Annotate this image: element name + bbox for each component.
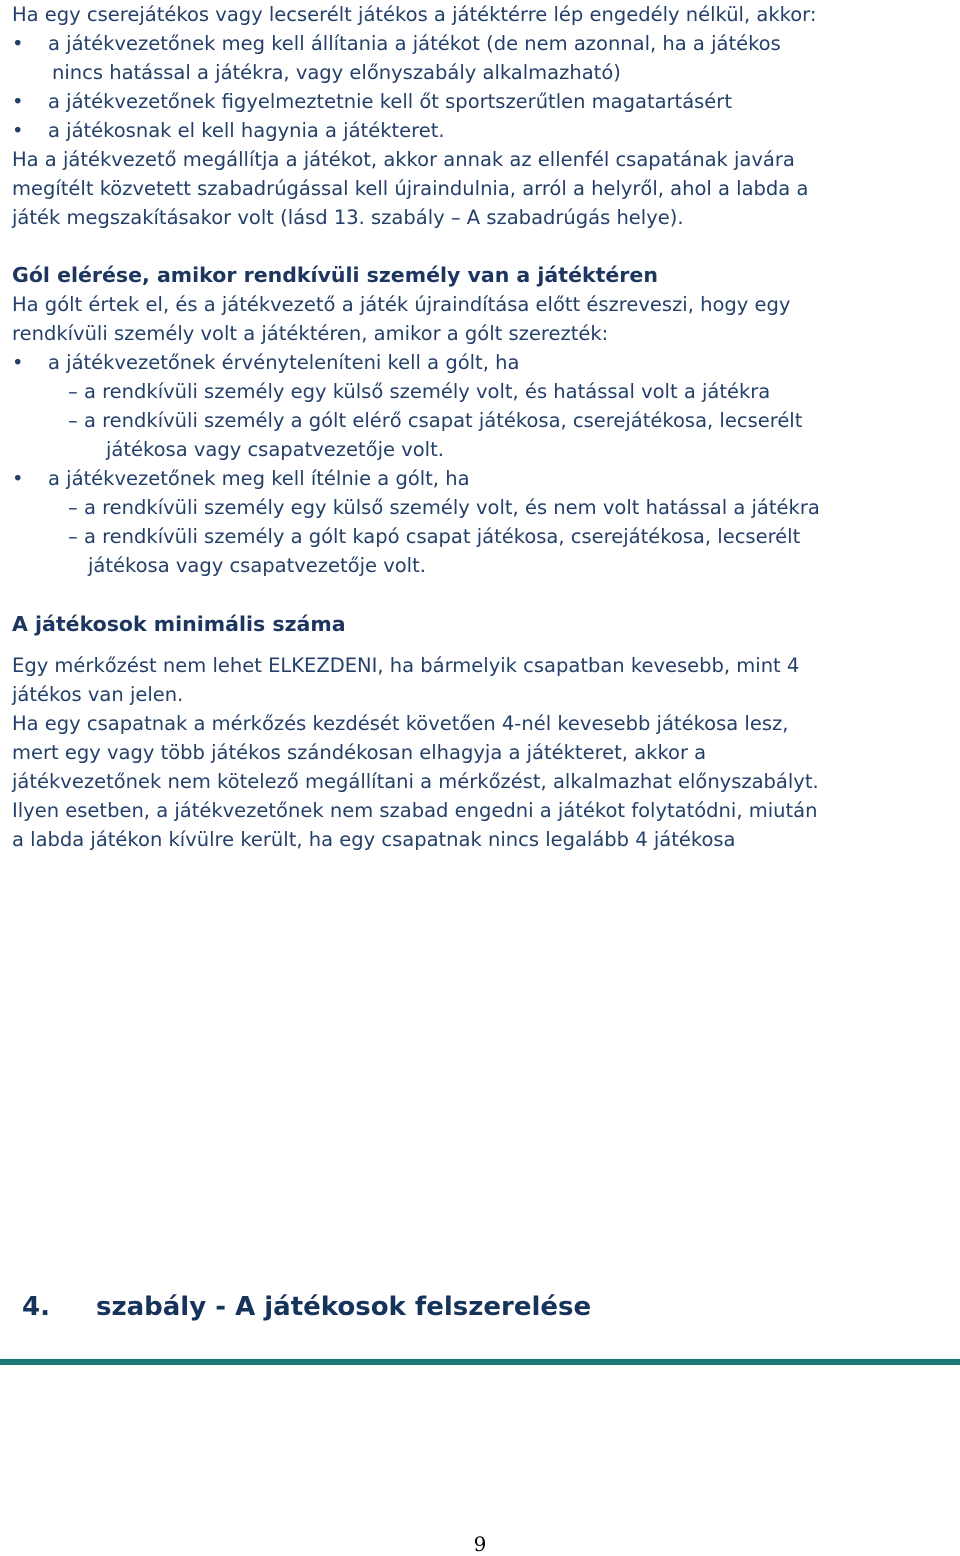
minimum-paragraph-line: játékos van jelen. — [12, 683, 184, 706]
minimum-paragraph-line: a labda játékon kívülre került, ha egy csapatnak nincs legalább 4 játékosa — [12, 828, 736, 851]
intro-paragraph-line: játék megszakításakor volt (lásd 13. szabály – A szabadrúgás helye). — [12, 206, 684, 229]
bullet-glyph: • — [12, 90, 24, 113]
goal-bullet-1-sub-2-cont: játékosa vagy csapatvezetője volt. — [106, 438, 444, 461]
minimum-paragraph-line: Ha egy csapatnak a mérkőzés kezdését követően 4-nél kevesebb játékosa lesz, — [12, 712, 789, 735]
rule-number: 4. — [22, 1292, 50, 1322]
goal-bullet-1-sub-2: – a rendkívüli személy a gólt elérő csapat játékosa, cserejátékosa, lecserélt — [68, 409, 803, 432]
rule-divider — [0, 1359, 960, 1365]
goal-bullet-2-sub-2: – a rendkívüli személy a gólt kapó csapat játékosa, cserejátékosa, lecserélt — [68, 525, 801, 548]
intro-bullet-1: a játékvezetőnek meg kell állítania a játékot (de nem azonnal, ha a játékos — [48, 32, 781, 55]
intro-bullet-3: a játékosnak el kell hagynia a játékteret. — [48, 119, 445, 142]
minimum-paragraph-line: Ilyen esetben, a játékvezetőnek nem szabad engedni a játékot folytatódni, miután — [12, 799, 818, 822]
intro-paragraph-line: Ha a játékvezető megállítja a játékot, akkor annak az ellenfél csapatának javára — [12, 148, 795, 171]
goal-bullet-1-sub-1: – a rendkívüli személy egy külső személy volt, és hatással volt a játékra — [68, 380, 771, 403]
goal-paragraph-line: Ha gólt értek el, és a játékvezető a játék újraindítása előtt észreveszi, hogy egy — [12, 293, 791, 316]
minimum-paragraph-line: mert egy vagy több játékos szándékosan elhagyja a játékteret, akkor a — [12, 741, 707, 764]
intro-paragraph-line: megítélt közvetett szabadrúgással kell újraindulnia, arról a helyről, ahol a labda a — [12, 177, 809, 200]
goal-bullet-2-sub-1: – a rendkívüli személy egy külső személy volt, és nem volt hatással a játékra — [68, 496, 820, 519]
page-number: 9 — [473, 1532, 487, 1556]
bullet-glyph: • — [12, 32, 24, 55]
intro-bullet-2: a játékvezetőnek figyelmeztetnie kell őt sportszerűtlen magatartásért — [48, 90, 732, 113]
goal-bullet-2: a játékvezetőnek meg kell ítélnie a gólt, ha — [48, 467, 470, 490]
intro-line: Ha egy cserejátékos vagy lecserélt játékos a játéktérre lép engedély nélkül, akkor: — [12, 3, 817, 26]
section-heading-goal: Gól elérése, amikor rendkívüli személy van a játéktéren — [12, 263, 658, 287]
section-heading-minimum: A játékosok minimális száma — [12, 612, 346, 636]
rule-title-text: szabály - A játékosok felszerelése — [96, 1292, 592, 1322]
bullet-glyph: • — [12, 119, 24, 142]
goal-bullet-2-sub-2-cont: játékosa vagy csapatvezetője volt. — [88, 554, 426, 577]
bullet-glyph: • — [12, 351, 24, 374]
minimum-paragraph-line: játékvezetőnek nem kötelező megállítani a mérkőzést, alkalmazhat előnyszabályt. — [12, 770, 819, 793]
goal-bullet-1: a játékvezetőnek érvényteleníteni kell a gólt, ha — [48, 351, 520, 374]
intro-bullet-1-cont: nincs hatással a játékra, vagy előnyszabály alkalmazható) — [52, 61, 621, 84]
bullet-glyph: • — [12, 467, 24, 490]
rule-title — [22, 1292, 591, 1322]
goal-paragraph-line: rendkívüli személy volt a játéktéren, amikor a gólt szerezték: — [12, 322, 609, 345]
minimum-paragraph-line: Egy mérkőzést nem lehet ELKEZDENI, ha bármelyik csapatban kevesebb, mint 4 — [12, 654, 800, 677]
